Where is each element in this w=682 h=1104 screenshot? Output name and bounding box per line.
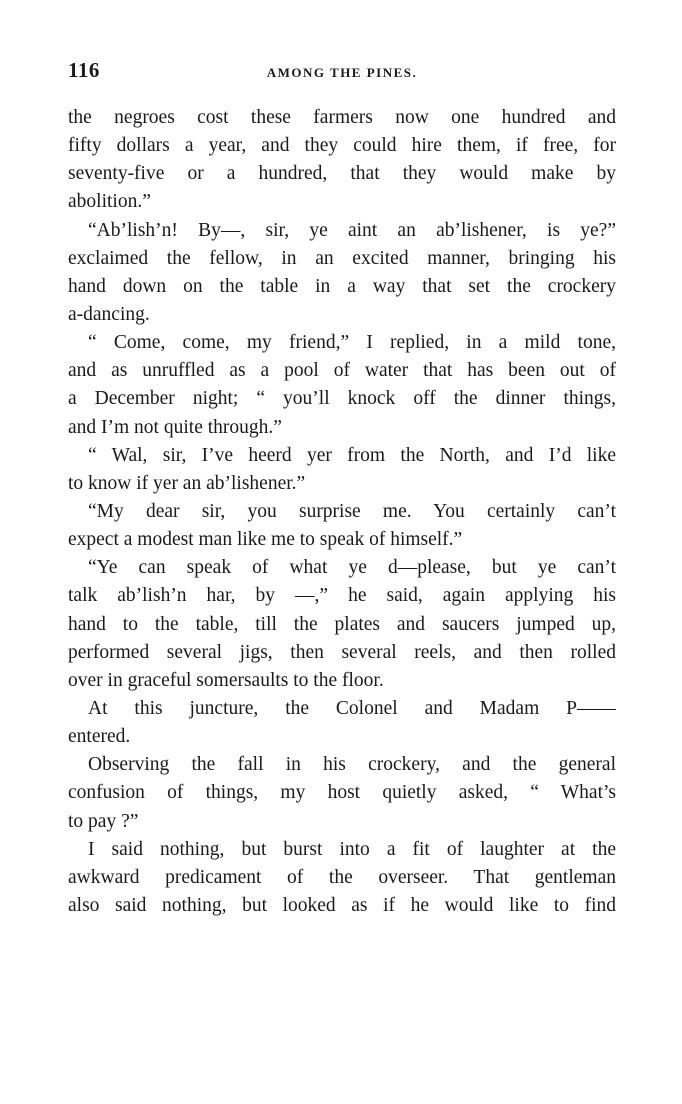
- text-line: the negroes cost these farmers now one hundred and: [68, 107, 616, 128]
- text-line: seventy-five or a hundred, that they would make by: [68, 163, 616, 185]
- running-head: AMONG THE PINES.: [266, 65, 418, 80]
- text-line: “Ab’lish’n! By—, sir, ye aint an ab’lishener, is ye?”: [88, 219, 616, 241]
- text-line: to pay ?”: [68, 810, 139, 832]
- text-line: expect a modest man like me to speak of himself.”: [68, 529, 463, 551]
- text-line: “ Come, come, my friend,” I replied, in a mild tone,: [88, 332, 616, 354]
- text-line: talk ab’lish’n har, by —,” he said, again applying his: [68, 585, 616, 607]
- text-line: “My dear sir, you surprise me. You certainly can’t: [88, 500, 616, 522]
- text-line: over in graceful somersaults to the floor.: [68, 669, 384, 691]
- text-line: entered.: [68, 726, 131, 748]
- page-header: [68, 58, 616, 88]
- body-text: [68, 104, 616, 920]
- text-line: hand to the table, till the plates and saucers jumped up,: [68, 613, 616, 635]
- text-line: “Ye can speak of what ye d—please, but ye can’t: [88, 557, 616, 579]
- text-line: hand down on the table in a way that set the crockery: [68, 275, 616, 297]
- text-line: I said nothing, but burst into a fit of laughter at the: [88, 838, 616, 860]
- text-line: and as unruffled as a pool of water that has been out of: [68, 360, 616, 382]
- text-line: Observing the fall in his crockery, and the general: [88, 754, 616, 776]
- text-line: abolition.”: [68, 191, 151, 213]
- text-line: fifty dollars a year, and they could hire them, if free, for: [68, 135, 616, 157]
- text-line: a December night; “ you’ll knock off the dinner things,: [68, 388, 616, 410]
- text-line: At this juncture, the Colonel and Madam P——: [88, 697, 616, 719]
- text-line: confusion of things, my host quietly asked, “ What’s: [68, 782, 616, 804]
- page-number: 116: [68, 58, 100, 82]
- text-line: to know if yer an ab’lishener.”: [68, 472, 306, 494]
- text-line: exclaimed the fellow, in an excited manner, bringing his: [68, 247, 616, 269]
- text-line: a-dancing.: [68, 303, 150, 325]
- text-line: performed several jigs, then several reels, and then rolled: [68, 641, 616, 663]
- text-line: also said nothing, but looked as if he would like to find: [68, 894, 616, 916]
- text-line: “ Wal, sir, I’ve heerd yer from the North, and I’d like: [88, 444, 616, 466]
- text-line: awkward predicament of the overseer. That gentleman: [68, 866, 616, 888]
- text-line: and I’m not quite through.”: [68, 416, 282, 438]
